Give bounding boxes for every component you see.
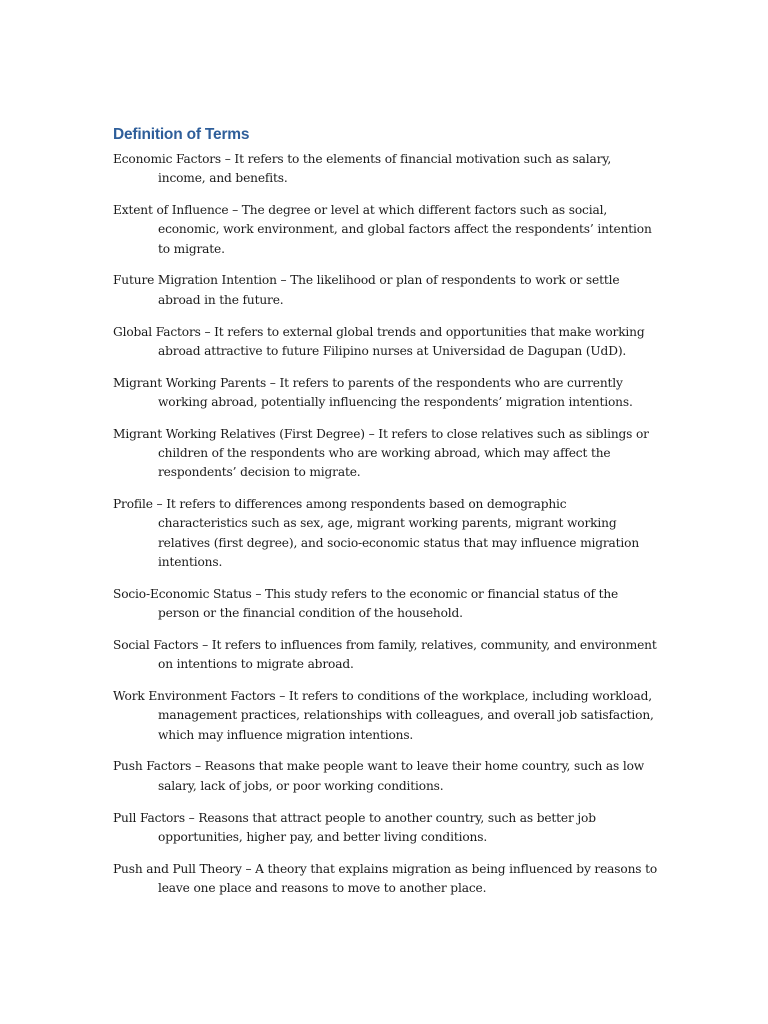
term-migrant-working-relatives: Migrant Working Relatives (First Degree) – It refers to close relatives such as siblings or children of the respondents who are working abroad, which may affect the respondents’ decision to migrate.	[113, 426, 649, 480]
term-push-and-pull-theory: Push and Pull Theory – A theory that explains migration as being influenced by reasons to leave one place and reasons to move to another place.	[113, 861, 658, 895]
document-content	[113, 125, 658, 911]
term-social-factors: Social Factors – It refers to influences from family, relatives, community, and environment on intentions to migrate abroad.	[113, 637, 657, 672]
term-push-factors: Push Factors – Reasons that make people want to leave their home country, such as low salary, lack of jobs, or poor working conditions.	[113, 759, 645, 793]
term-socio-economic-status: Socio-Economic Status – This study refers to the economic or financial status of the person or the financial condition of the household.	[113, 586, 619, 621]
term-profile: Profile – It refers to differences among respondents based on demographic characteristics such as sex, age, migrant working parents, migrant working relatives (first degree), and socio-economic status that may influence migration intentions.	[113, 497, 640, 570]
term-pull-factors: Pull Factors – Reasons that attract people to another country, such as better job opportunities, higher pay, and better living conditions.	[113, 810, 596, 844]
section-heading: Definition of Terms	[113, 126, 250, 143]
term-global-factors: Global Factors – It refers to external global trends and opportunities that make working abroad attractive to future Filipino nurses at Universidad de Dagupan (UdD).	[113, 324, 645, 358]
term-migrant-working-parents: Migrant Working Parents – It refers to parents of the respondents who are currently working abroad, potentially influencing the respondents’ migration intentions.	[113, 375, 633, 409]
term-economic-factors: Economic Factors – It refers to the elements of financial motivation such as salary, income, and benefits.	[113, 152, 612, 186]
term-future-migration-intention: Future Migration Intention – The likelihood or plan of respondents to work or settle abroad in the future.	[113, 273, 620, 307]
term-extent-of-influence: Extent of Influence – The degree or level at which different factors such as social, economic, work environment, and global factors affect the respondents’ intention to migrate.	[113, 203, 652, 256]
term-work-environment-factors: Work Environment Factors – It refers to conditions of the workplace, including workload, management practices, relationships with colleagues, and overall job satisfaction, which may influence migration intentions.	[113, 689, 654, 742]
